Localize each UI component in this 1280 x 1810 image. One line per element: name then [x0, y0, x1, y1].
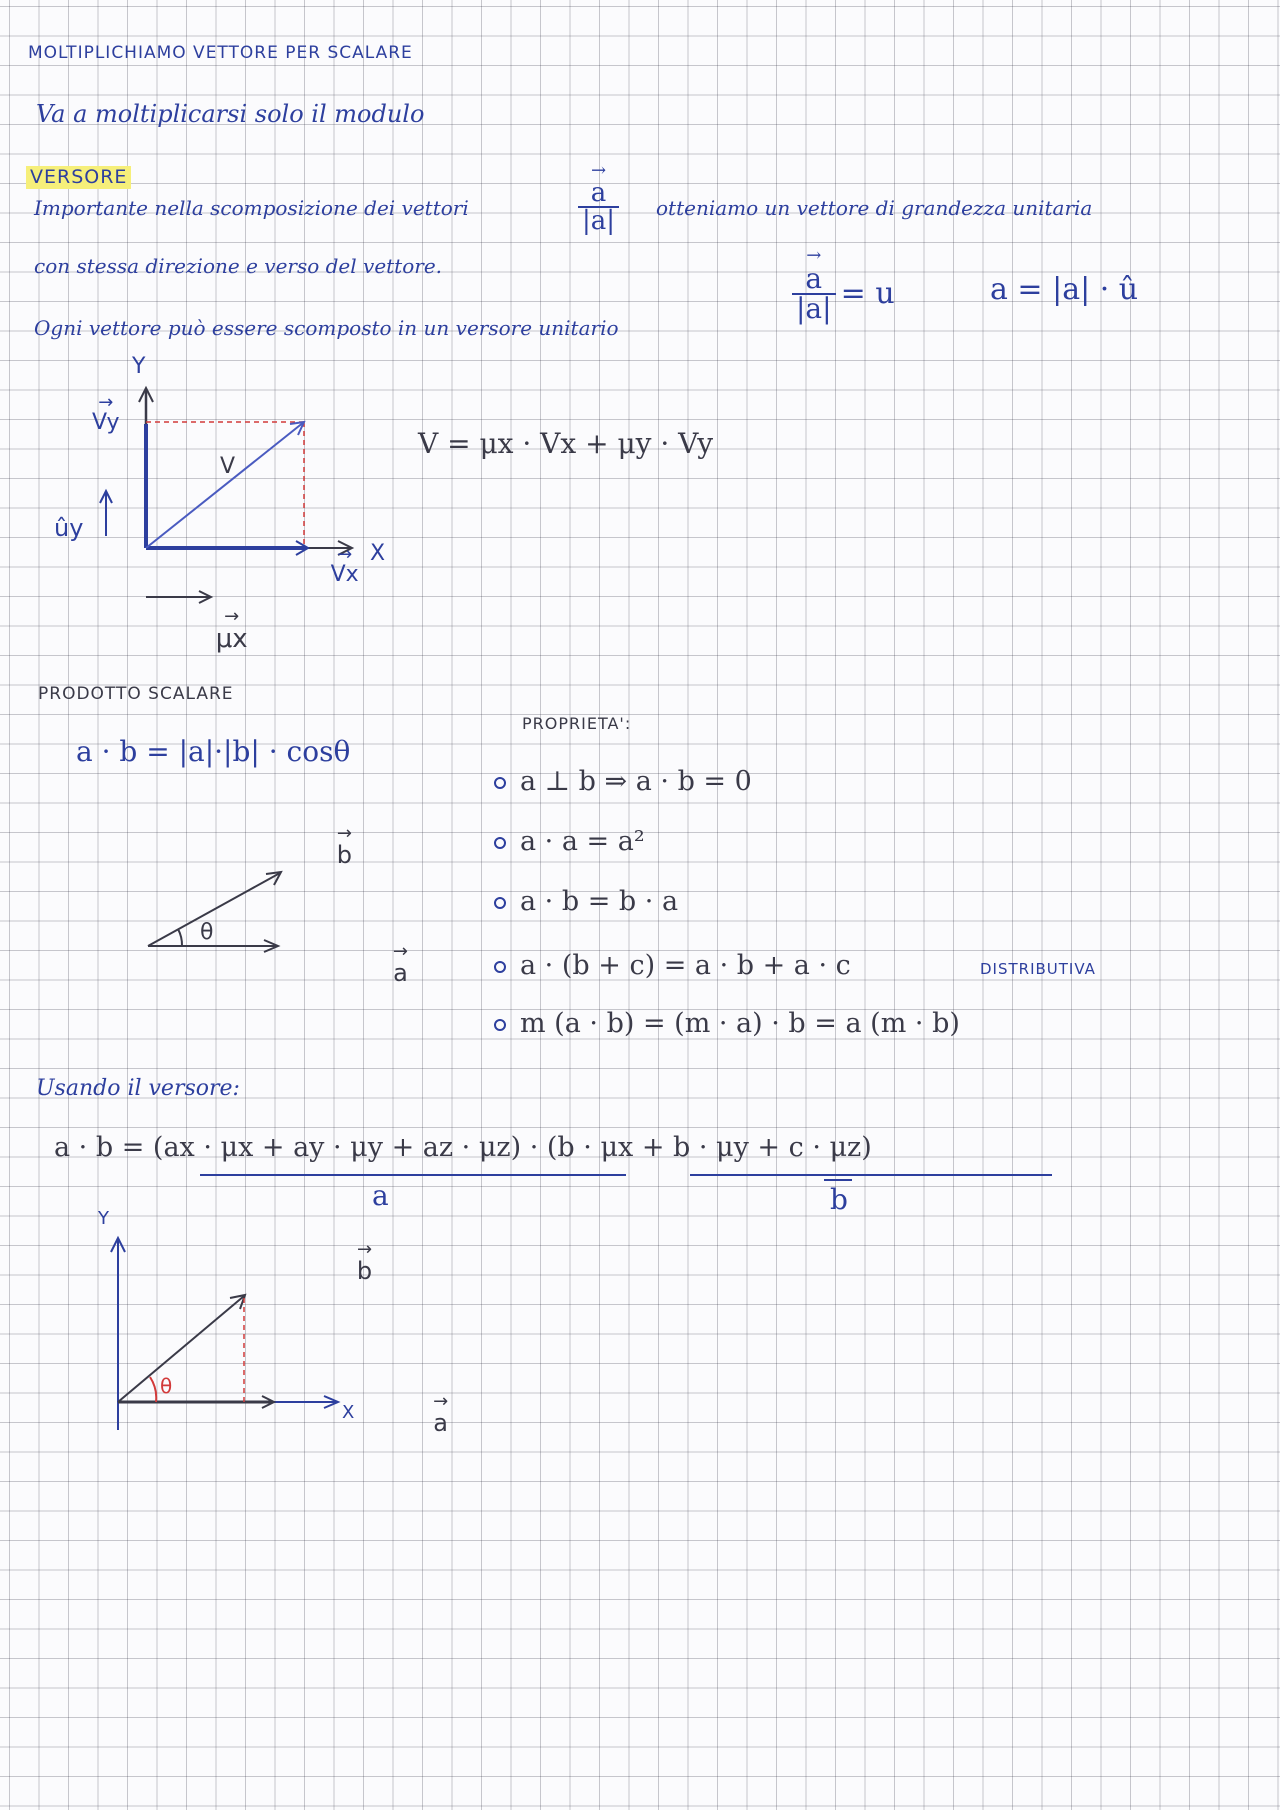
graph1-ux-label: → μx [216, 626, 248, 652]
versore-line3: Ogni vettore può essere scomposto in un versore unitario [34, 316, 619, 340]
magnitude-equation: a = |a| · û [990, 272, 1139, 307]
fraction-denominator: |a| [582, 206, 616, 236]
v-decomposition-equation: V = μx · Vx + μy · Vy [418, 427, 714, 460]
properties-title: PROPRIETA': [522, 714, 632, 733]
versore-line2: con stessa direzione e verso del vettore. [34, 254, 443, 278]
property-item: a · a = a² [494, 828, 645, 855]
graph2-angle-arc [150, 1377, 156, 1402]
graph2-theta: θ [160, 1374, 173, 1398]
graph1-vy-label: → Vy [92, 412, 119, 434]
graph2-a-label: → a [433, 1411, 448, 1435]
scalar-b-label: → b [337, 843, 352, 867]
graph1-y-label: Y [132, 354, 146, 379]
property-item: m (a · b) = (m · a) · b = a (m · b) [494, 1010, 960, 1037]
graph2-x-label: X [342, 1402, 355, 1423]
scalar-theta: θ [200, 920, 214, 945]
property-item: a · (b + c) = a · b + a · c [494, 952, 851, 979]
fraction-numerator: → a [578, 180, 619, 208]
graph2-b-label: → b [357, 1259, 372, 1283]
property-item: a · b = b · a [494, 888, 678, 915]
graph1-v-label: V [220, 454, 236, 479]
graph1-uy-label: ûy [54, 514, 84, 542]
heading-multiply: MOLTIPLICHIAMO VETTORE PER SCALARE [28, 43, 413, 63]
graph1-v-vector [146, 422, 304, 548]
distributive-label: DISTRIBUTIVA [980, 960, 1096, 978]
eq-denominator: |a| [796, 292, 832, 325]
versor-under-a: a [372, 1179, 389, 1212]
graph1-vx-label: → Vx [331, 564, 359, 586]
versore-title: VERSORE [26, 166, 131, 189]
eq-numerator: → a [792, 265, 836, 295]
versore-line1-b: otteniamo un vettore di grandezza unitaria [656, 196, 1093, 220]
versor-usage-formula: a · b = (ax · μx + ay · μy + az · μz) · (b · μx + b · μy + c · μz) [54, 1132, 872, 1163]
graph2-b-vector [118, 1296, 244, 1402]
eq1-rhs: = u [840, 276, 895, 311]
property-item: a ⊥ b ⇒ a · b = 0 [494, 768, 752, 795]
graph2-y-label: Y [98, 1208, 109, 1229]
versor-usage-title: Usando il versore: [36, 1076, 240, 1101]
line-module: Va a moltiplicarsi solo il modulo [36, 100, 425, 128]
scalar-b-vector [148, 873, 280, 946]
versore-line1-a: Importante nella scomposizione dei vettori [34, 196, 469, 220]
graph1-x-label: X [370, 541, 386, 566]
versor-under-b: b [830, 1183, 848, 1216]
scalar-a-label: → a [393, 961, 408, 985]
scalar-product-formula: a · b = |a|·|b| · cosθ [76, 735, 351, 768]
scalar-product-title: PRODOTTO SCALARE [38, 684, 234, 704]
scalar-angle-arc [178, 929, 182, 946]
